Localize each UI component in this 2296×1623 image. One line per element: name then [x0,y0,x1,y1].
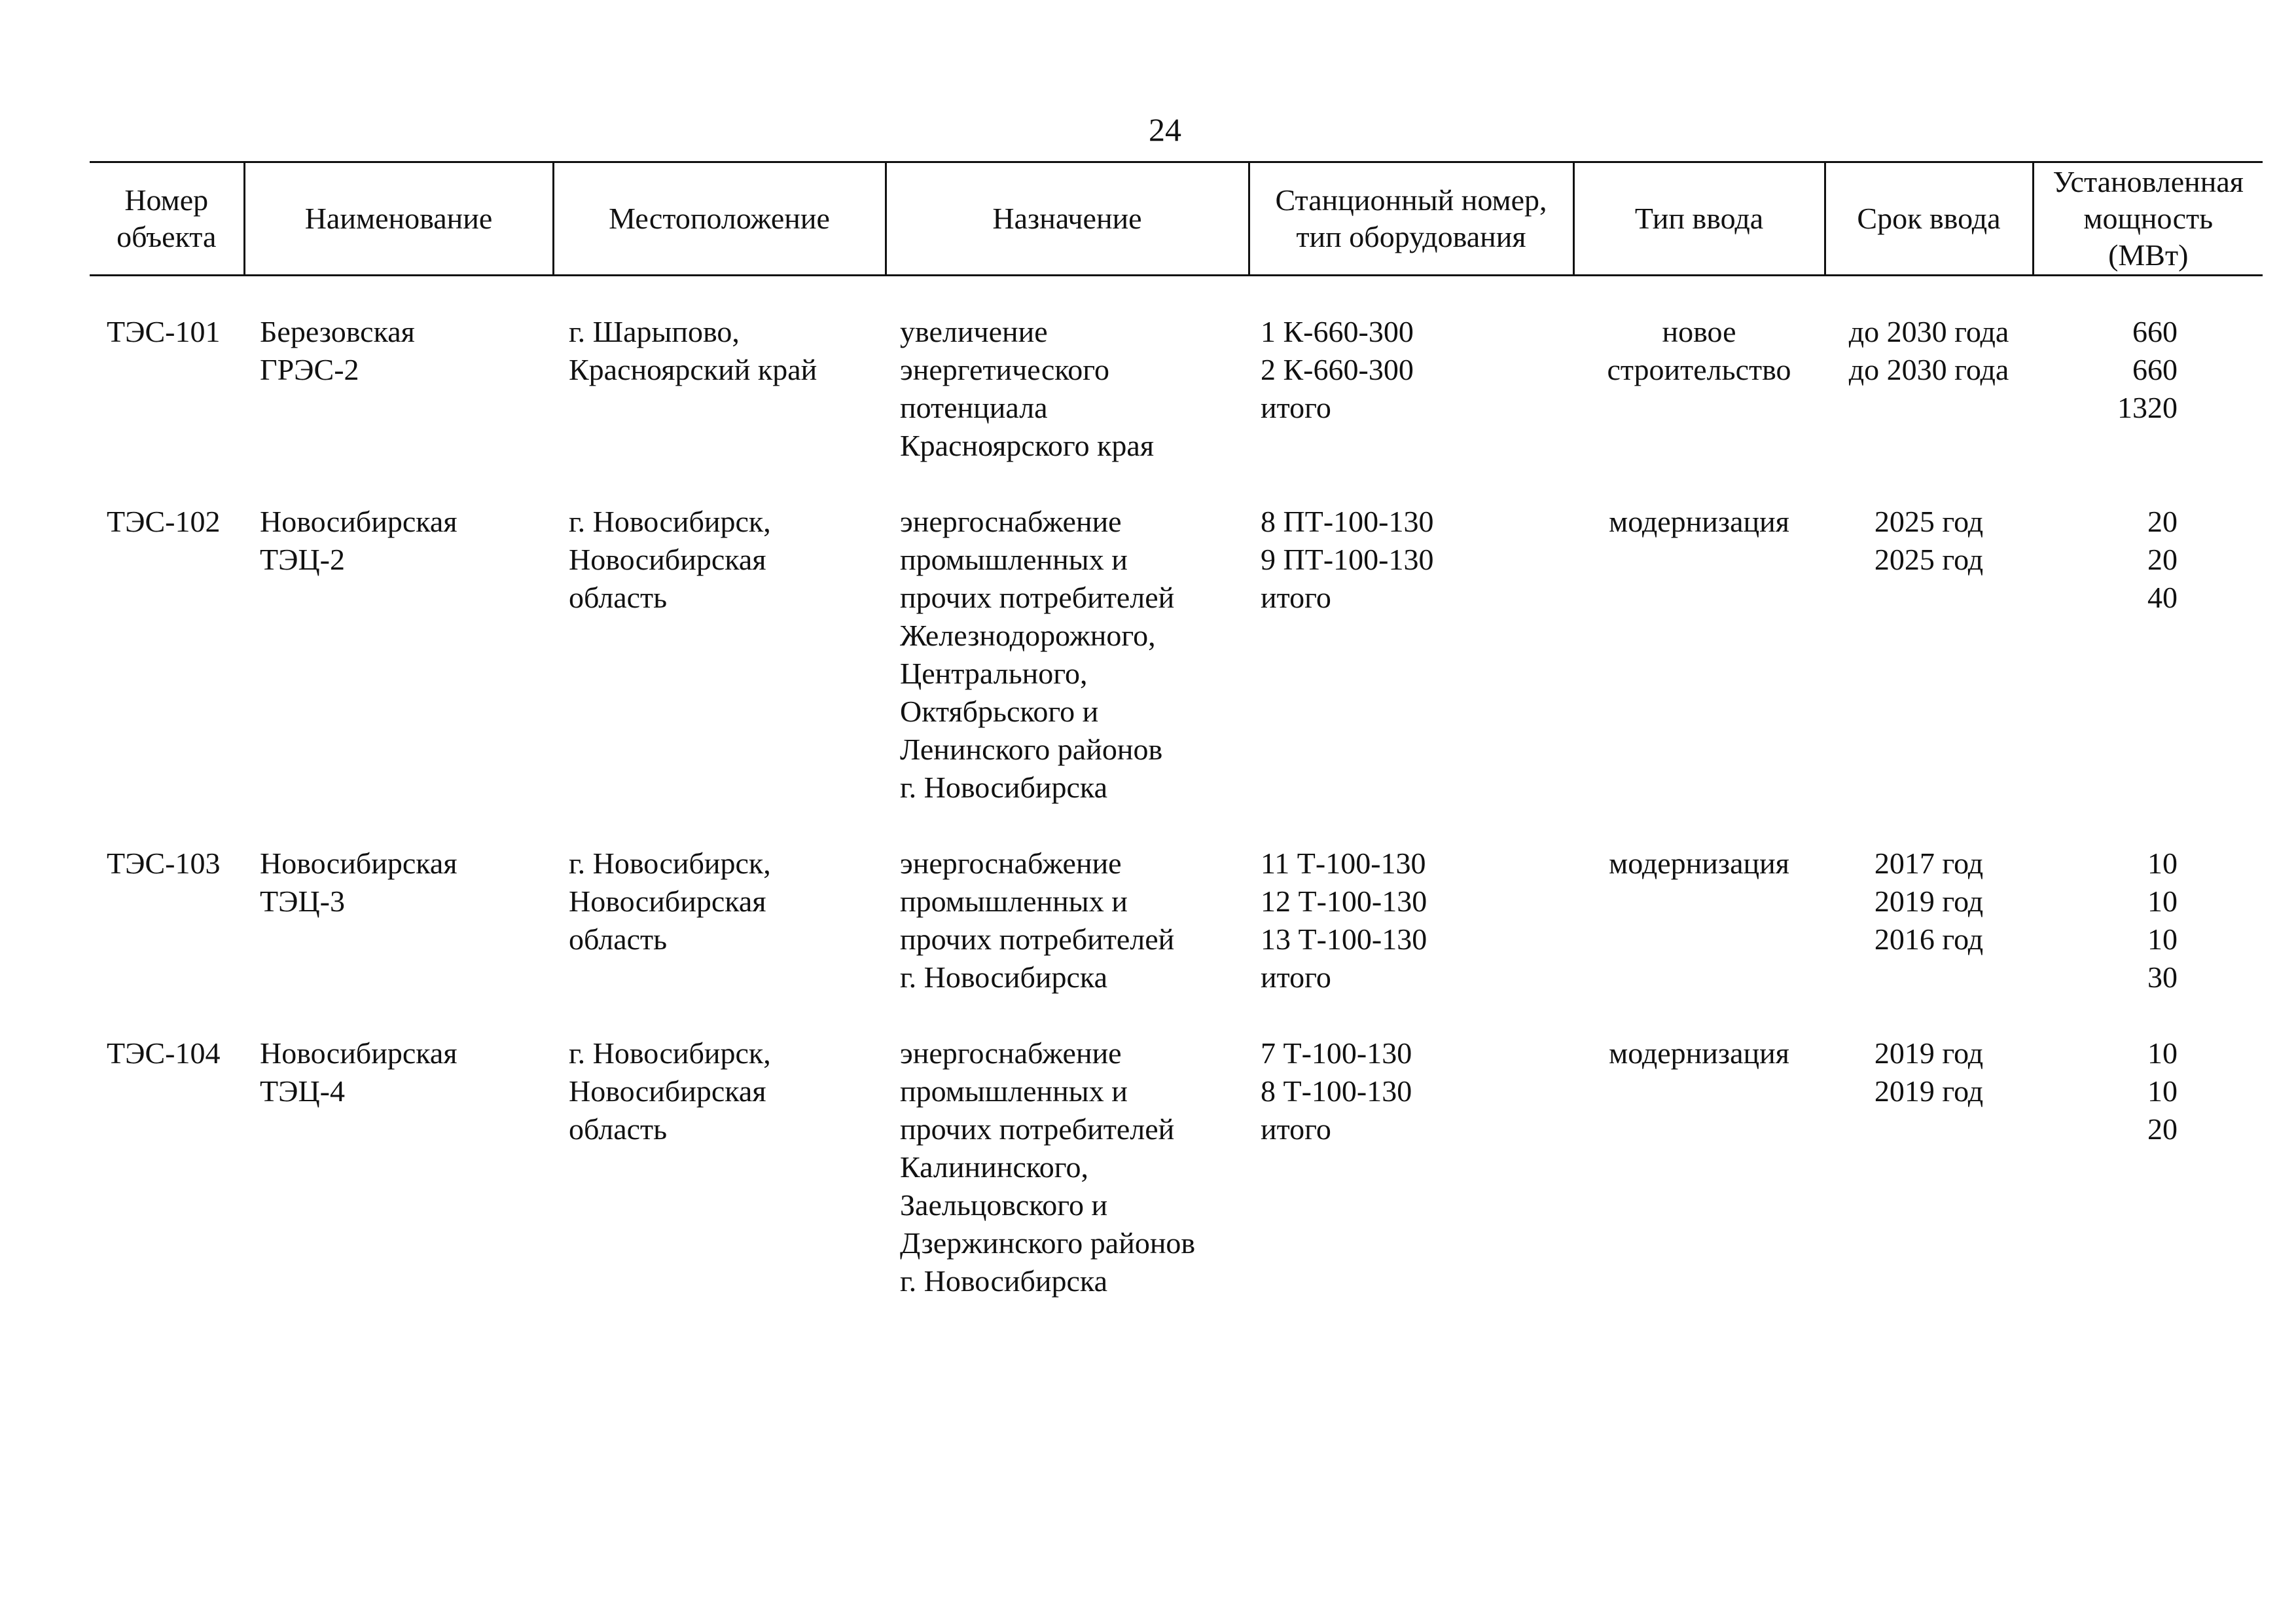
equipment-cell: 1 К-660-300 2 К-660-300 итого [1261,315,1414,424]
table-row [90,845,2263,996]
table-header [90,162,2263,276]
row-gap [90,807,2263,845]
table-row [90,503,2263,807]
spacer-row [90,276,2263,314]
purpose-cell: энергоснабжение промышленных и прочих потребителей Железнодорожного, Центрального, Октябрьского и Ленинского районов г. Новосибирска [900,505,1175,804]
input-date-cell: 2017 год 2019 год 2016 год [1874,847,1984,956]
header-input-date: Срок ввода [1825,162,2033,276]
name-cell: Новосибирская ТЭЦ-4 [260,1036,457,1108]
input-type-cell: модернизация [1609,1036,1789,1070]
header-name: Наименование [244,162,553,276]
input-date-cell: 2025 год 2025 год [1874,505,1984,576]
location-cell: г. Новосибирск, Новосибирская область [569,847,771,956]
table-row [90,1034,2263,1300]
header-purpose: Назначение [886,162,1249,276]
location-cell: г. Новосибирск, Новосибирская область [569,505,771,614]
purpose-cell: энергоснабжение промышленных и прочих потребителей г. Новосибирска [900,847,1175,994]
header-input-type: Тип ввода [1573,162,1825,276]
gap-cell [90,996,2263,1034]
purpose-cell: увеличение энергетического потенциала Красноярского края [900,315,1154,462]
object-number-cell: ТЭС-102 [107,505,221,538]
header-location: Местоположение [553,162,886,276]
table-row [90,313,2263,465]
object-number-cell: ТЭС-104 [107,1036,221,1070]
row-gap [90,996,2263,1034]
purpose-cell: энергоснабжение промышленных и прочих потребителей Калининского, Заельцовского и Дзержинского районов г. Новосибирска [900,1036,1196,1298]
header-object-number: Номер объекта [90,162,244,276]
page-number: 24 [1149,111,1181,148]
power-plants-table [90,161,2263,1300]
header-equipment: Станционный номер, тип оборудования [1249,162,1573,276]
row-gap [90,465,2263,503]
header-installed-power: Установленная мощность (МВт) [2033,162,2263,276]
object-number-cell: ТЭС-103 [107,847,221,880]
equipment-cell: 7 Т-100-130 8 Т-100-130 итого [1261,1036,1412,1146]
installed-power-cell: 10 10 10 30 [2147,847,2178,994]
table-body [90,276,2263,1301]
input-date-cell: до 2030 года до 2030 года [1848,315,2009,386]
equipment-cell: 8 ПТ-100-130 9 ПТ-100-130 итого [1261,505,1434,614]
equipment-cell: 11 Т-100-130 12 Т-100-130 13 Т-100-130 итого [1261,847,1427,994]
input-date-cell: 2019 год 2019 год [1874,1036,1984,1108]
input-type-cell: новое строительство [1607,315,1791,386]
name-cell: Новосибирская ТЭЦ-2 [260,505,457,576]
location-cell: г. Шарыпово, Красноярский край [569,315,817,386]
spacer-cell [90,276,2263,314]
object-number-cell: ТЭС-101 [107,315,221,348]
gap-cell [90,807,2263,845]
gap-cell [90,465,2263,503]
name-cell: Березовская ГРЭС-2 [260,315,415,386]
installed-power-cell: 660 660 1320 [2117,315,2178,424]
header-row [90,162,2263,276]
installed-power-cell: 10 10 20 [2147,1036,2178,1146]
input-type-cell: модернизация [1609,847,1789,880]
installed-power-cell: 20 20 40 [2147,505,2178,614]
name-cell: Новосибирская ТЭЦ-3 [260,847,457,918]
location-cell: г. Новосибирск, Новосибирская область [569,1036,771,1146]
input-type-cell: модернизация [1609,505,1789,538]
